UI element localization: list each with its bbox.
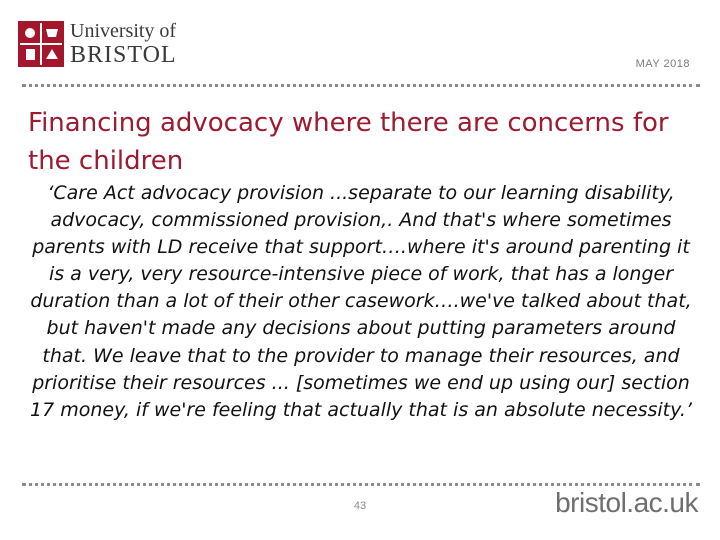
logo-wordmark: [70, 21, 177, 67]
footer-divider: [22, 483, 700, 486]
logo-line-university: University of: [70, 20, 177, 42]
header-divider: [22, 84, 700, 87]
logo-line-bristol: BRISTOL: [70, 42, 177, 68]
bristol-crest-icon: [18, 21, 64, 67]
quote-text: ‘Care Act advocacy provision ...separate to our learning disability, advocacy, commissioned provision,. And that's where sometimes parents with LD receive that support….where it's around parenting it is a very, very resource-intensive piece of work, that has a longer duration than a lot of their other casework….we've talked about that, but haven't made any decisions about putting parameters around that. We leave that to the provider to manage their resources, and prioritise their resources ... [sometimes we end up using our] section 17 money, if we're feeling that actually that is an absolute necessity.’: [30, 182, 692, 421]
page-number: 43: [353, 500, 367, 512]
footer-url: bristol.ac.uk: [555, 487, 698, 518]
university-logo: [18, 20, 177, 68]
slide-date: MAY 2018: [635, 58, 690, 70]
slide-title: Financing advocacy where there are concerns for the children: [28, 108, 669, 176]
